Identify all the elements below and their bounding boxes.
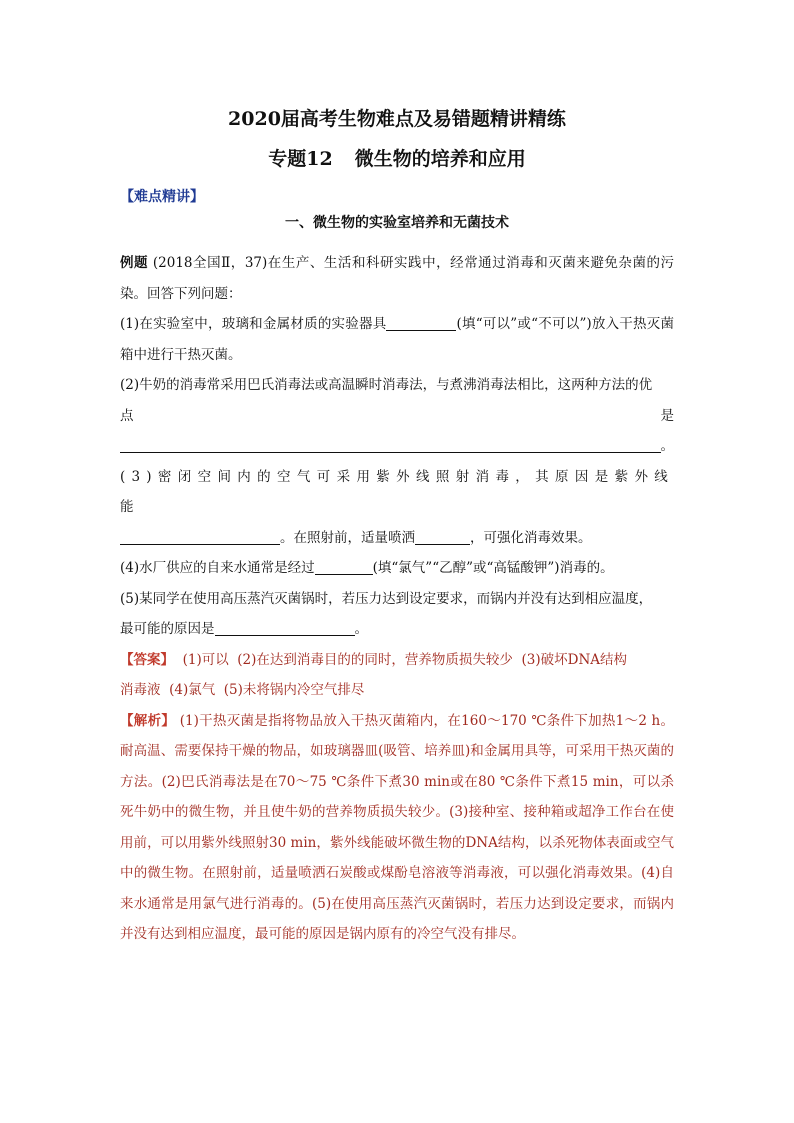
content-body [120,248,674,950]
answer-line-2: 消毒液 (4)氯气 (5)未将锅内冷空气排尽 [120,682,365,698]
answer-blank-1[interactable] [386,314,456,331]
question-2-text-b-left: 点 [120,407,134,424]
example-label: 例题 [120,255,149,271]
question-3-text-c: ，可强化消毒效果。 [470,529,592,546]
question-4 [120,553,674,584]
question-2 [120,370,674,401]
question-1-text-a: (1)在实验室中，玻璃和金属材质的实验器具 [120,316,387,332]
question-2-text-a: (2)牛奶的消毒常采用巴氏消毒法或高温瞬时消毒法，与煮沸消毒法相比，这两种方法的优 [120,377,653,393]
question-1-text-b: (填“可以”或“不可以”)放入干热灭菌箱中进行干热灭菌。 [120,316,674,363]
analysis-label: 【解析】 [120,712,176,729]
question-5-text-c: 。 [354,621,368,637]
question-3-text-b: 。在照射前，适量喷洒 [280,529,415,546]
topic-name: 微生物的培养和应用 [354,148,526,170]
answer-blank-5[interactable] [215,619,355,636]
question-5 [120,584,674,615]
question-2-spread-line [120,401,674,432]
answer-blank-4[interactable] [315,558,373,575]
example-intro [120,248,674,309]
question-4-text-b: (填“氯气”“乙醇”或“高锰酸钾”)消毒的。 [372,560,614,576]
question-4-text-a: (4)水厂供应的自来水通常是经过 [120,560,315,576]
answer-blank-3a[interactable] [120,528,280,545]
section-heading: 一、微生物的实验室培养和无菌技术 [285,215,509,231]
answer-block-line-2 [120,675,674,706]
analysis-text: (1)干热灭菌是指将物品放入干热灭菌箱内，在160～170 ℃条件下加热1～2 h。耐高温、需要保持干燥的物品，如玻璃器皿(吸管、培养皿)和金属用具等，可采用干热灭菌的方法。(2)巴氏消毒法是在70～75 ℃条件下煮30 min或在80 ℃条件下煮15 min，可以杀死牛奶中的微生物，并且使牛奶的营养物质损失较少。(3)接种室、接种箱或超净工作台在使用前，可以用紫外线照射30 min，紫外线能破坏微生物的DNA结构，以杀死物体表面或空气中的微生物。在照射前，适量喷洒石炭酸或煤酚皂溶液等消毒液，可以强化消毒效果。(4)自来水通常是用氯气进行消毒的。(5)在使用高压蒸汽灭菌锅时，若压力达到设定要求，而锅内并没有达到相应温度，最可能的原因是锅内原有的冷空气没有排尽。 [120,712,674,942]
question-1 [120,309,674,370]
topic-number: 专题12 [268,148,333,170]
topic-title [0,146,794,172]
document-title: 2020届高考生物难点及易错题精讲精练 [228,108,566,130]
section-label: 【难点精讲】 [120,189,204,205]
question-2-blank-line [120,431,674,462]
question-2-text-b-right: 是 [660,407,674,424]
question-5-text-b: 最可能的原因是 [120,621,215,637]
answer-label: 【答案】 [120,651,174,668]
answer-blank-2[interactable] [120,432,661,453]
question-5-text-a: (5)某同学在使用高压蒸汽灭菌锅时，若压力达到设定要求，而锅内并没有达到相应温度， [120,590,653,607]
answer-line-1: (1)可以 (2)在达到消毒目的的同时，营养物质损失较少 (3)破坏DNA结构 [174,651,628,668]
question-3-line-2 [120,523,674,554]
question-3 [120,462,674,523]
analysis-block [120,706,674,950]
question-3-text-a: (3)密闭空间内的空气可采用紫外线照射消毒，其原因是紫外线能 [120,468,674,515]
example-intro-text: (2018全国Ⅱ，37)在生产、生活和科研实践中，经常通过消毒和灭菌来避免杂菌的污染。回答下列问题： [120,255,675,302]
question-2-end: 。 [660,438,674,454]
answer-block [120,645,674,676]
answer-blank-3b[interactable] [415,528,470,545]
question-5-line-2 [120,614,674,645]
